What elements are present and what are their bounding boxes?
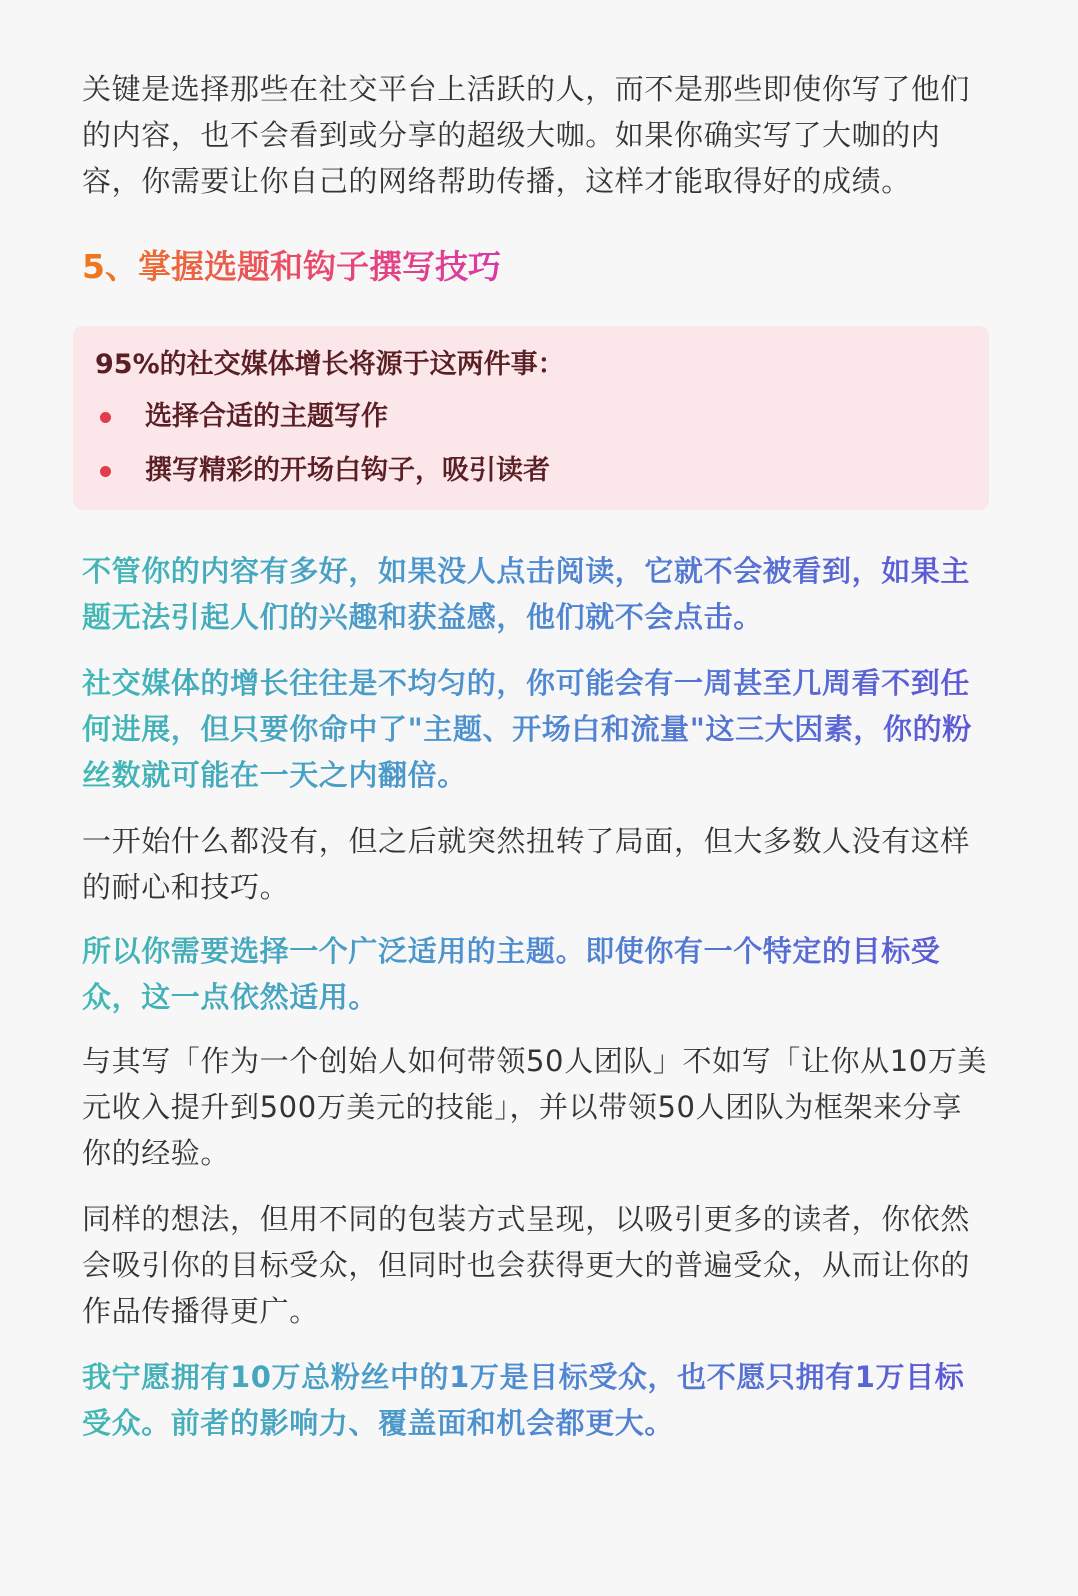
paragraph-patience: 一开始什么都没有，但之后就突然扭转了局面，但大多数人没有这样的耐心和技巧。 xyxy=(82,824,971,904)
list-item xyxy=(95,450,967,492)
highlight-paragraph-click: 不管你的内容有多好，如果没人点击阅读，它就不会被看到，如果主题无法引起人们的兴趣和获益感，他们就不会点击。 xyxy=(82,548,988,640)
paragraph-example: 与其写「作为一个创始人如何带领50人团队」不如写「让你从10万美元收入提升到500万美元的技能」，并以带领50人团队为框架来分享你的经验。 xyxy=(82,1044,988,1170)
list-item-text: 撰写精彩的开场白钩子，吸引读者 xyxy=(145,455,550,486)
paragraph-influencer-advice: 关键是选择那些在社交平台上活跃的人，而不是那些即使你写了他们的内容，也不会看到或分享的超级大咖。如果你确实写了大咖的内容，你需要让你自己的网络帮助传播，这样才能取得好的成绩。 xyxy=(82,72,971,198)
callout-title: 95%的社交媒体增长将源于这两件事： xyxy=(95,349,565,380)
highlight-paragraph-audience: 我宁愿拥有10万总粉丝中的1万是目标受众，也不愿只拥有1万目标受众。前者的影响力、覆盖面和机会都更大。 xyxy=(82,1354,988,1446)
highlight-paragraph-broad-topic: 所以你需要选择一个广泛适用的主题。即使你有一个特定的目标受众，这一点依然适用。 xyxy=(82,928,988,1020)
callout-list xyxy=(95,396,967,492)
list-item-text: 选择合适的主题写作 xyxy=(145,401,388,432)
section-heading: 5、掌握选题和钩子撰写技巧 xyxy=(82,244,501,290)
paragraph-packaging: 同样的想法，但用不同的包装方式呈现，以吸引更多的读者，你依然会吸引你的目标受众，但同时也会获得更大的普遍受众，从而让你的作品传播得更广。 xyxy=(82,1202,971,1328)
bullet-dot-icon xyxy=(100,412,111,423)
bullet-dot-icon xyxy=(100,466,111,477)
highlight-paragraph-growth: 社交媒体的增长往往是不均匀的，你可能会有一周甚至几周看不到任何进展，但只要你命中了"主题、开场白和流量"这三大因素，你的粉丝数就可能在一天之内翻倍。 xyxy=(82,660,988,798)
list-item xyxy=(95,396,967,438)
callout-box xyxy=(73,326,989,510)
